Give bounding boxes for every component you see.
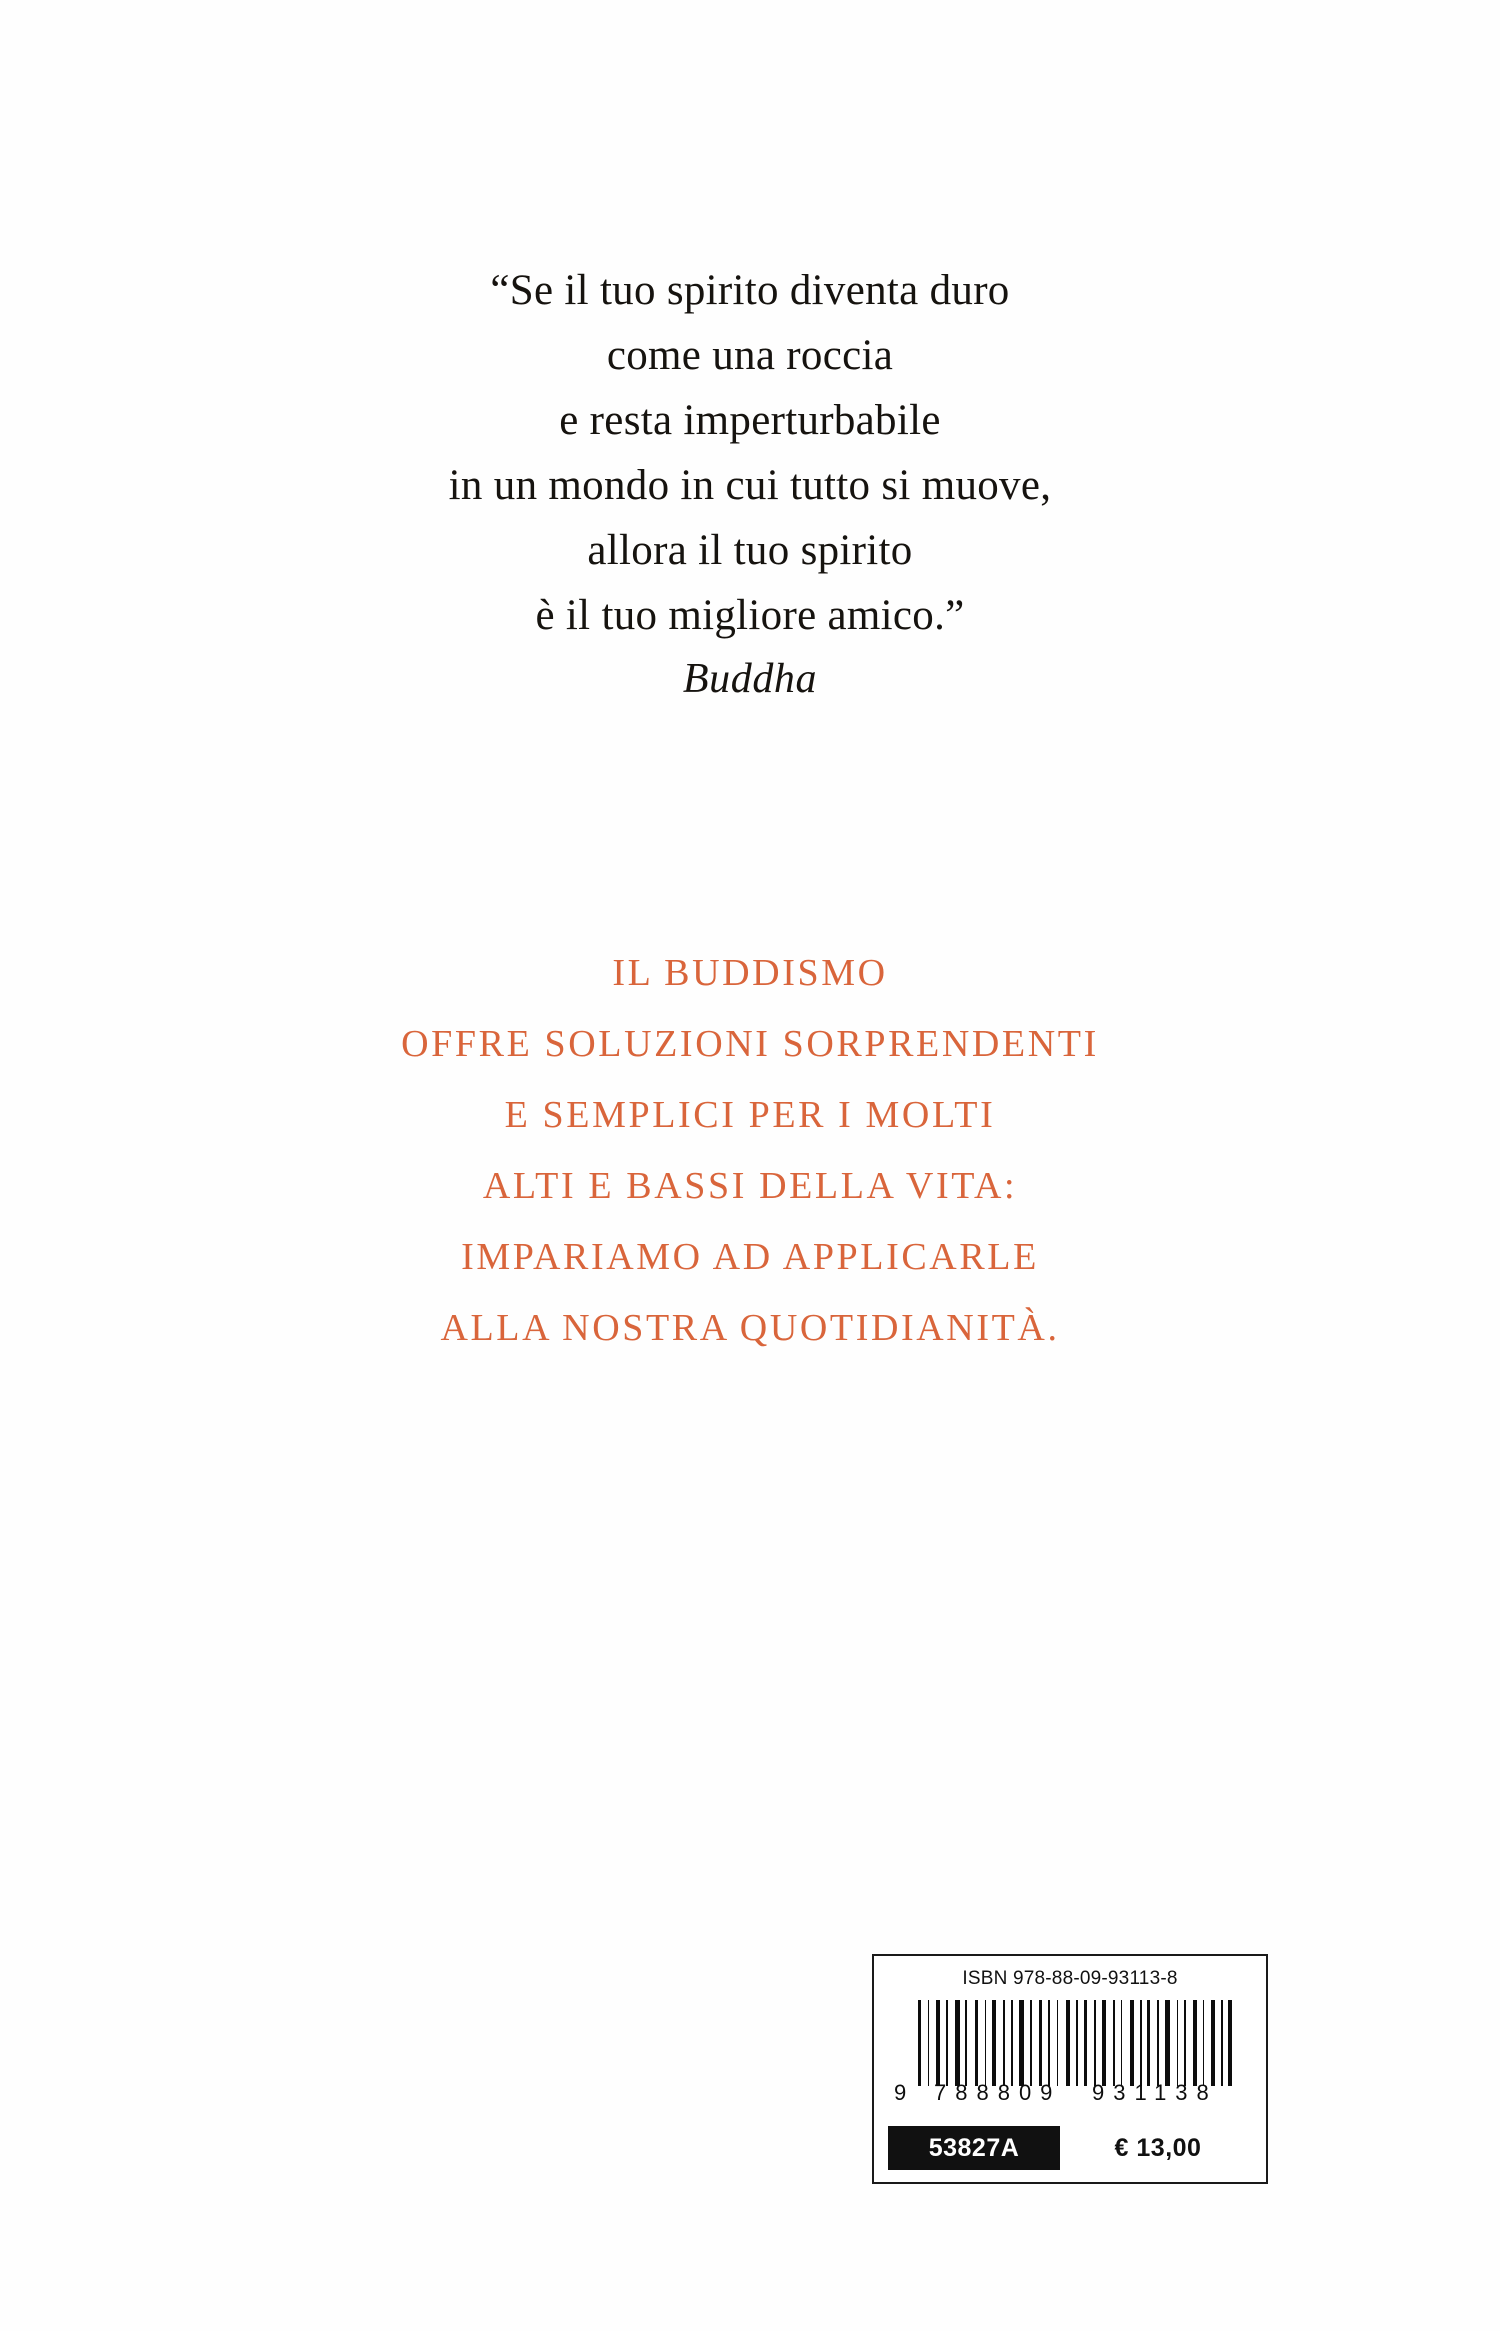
- product-code: 53827A: [888, 2126, 1060, 2170]
- barcode-digit-group-1: 788809: [934, 2080, 1062, 2105]
- barcode-footer: [888, 2126, 1256, 2170]
- barcode-graphic: [892, 2000, 1252, 2106]
- price-label: € 13,00: [1060, 2126, 1256, 2170]
- blurb-line: ALLA NOSTRA QUOTIDIANITÀ.: [440, 1307, 1060, 1349]
- quote-line: e resta imperturbabile: [559, 397, 941, 444]
- blurb-line: ALTI E BASSI DELLA VITA:: [482, 1165, 1018, 1207]
- quote-line: allora il tuo spirito: [587, 527, 913, 574]
- quote-block: [0, 258, 1500, 710]
- quote-line: come una roccia: [606, 332, 894, 379]
- blurb-block: [0, 938, 1500, 1364]
- quote-line: “Se il tuo spirito diventa duro: [490, 267, 1010, 314]
- blurb-line: IMPARIAMO AD APPLICARLE: [461, 1236, 1039, 1278]
- blurb-line: IL BUDDISMO: [612, 952, 888, 994]
- barcode-digit-group-2: 931138: [1092, 2080, 1218, 2105]
- barcode-digit-lead: 9: [894, 2080, 907, 2105]
- barcode-bars: [918, 2000, 1234, 2086]
- blurb-line: OFFRE SOLUZIONI SORPRENDENTI: [401, 1023, 1099, 1065]
- quote-author: Buddha: [682, 656, 818, 702]
- quote-line: in un mondo in cui tutto si muove,: [448, 462, 1052, 509]
- quote-line: è il tuo migliore amico.”: [535, 592, 965, 639]
- isbn-label: ISBN 978-88-09-93113-8: [962, 1968, 1178, 1989]
- blurb-line: E SEMPLICI PER I MOLTI: [504, 1094, 996, 1136]
- isbn-barcode-box: [872, 1954, 1268, 2184]
